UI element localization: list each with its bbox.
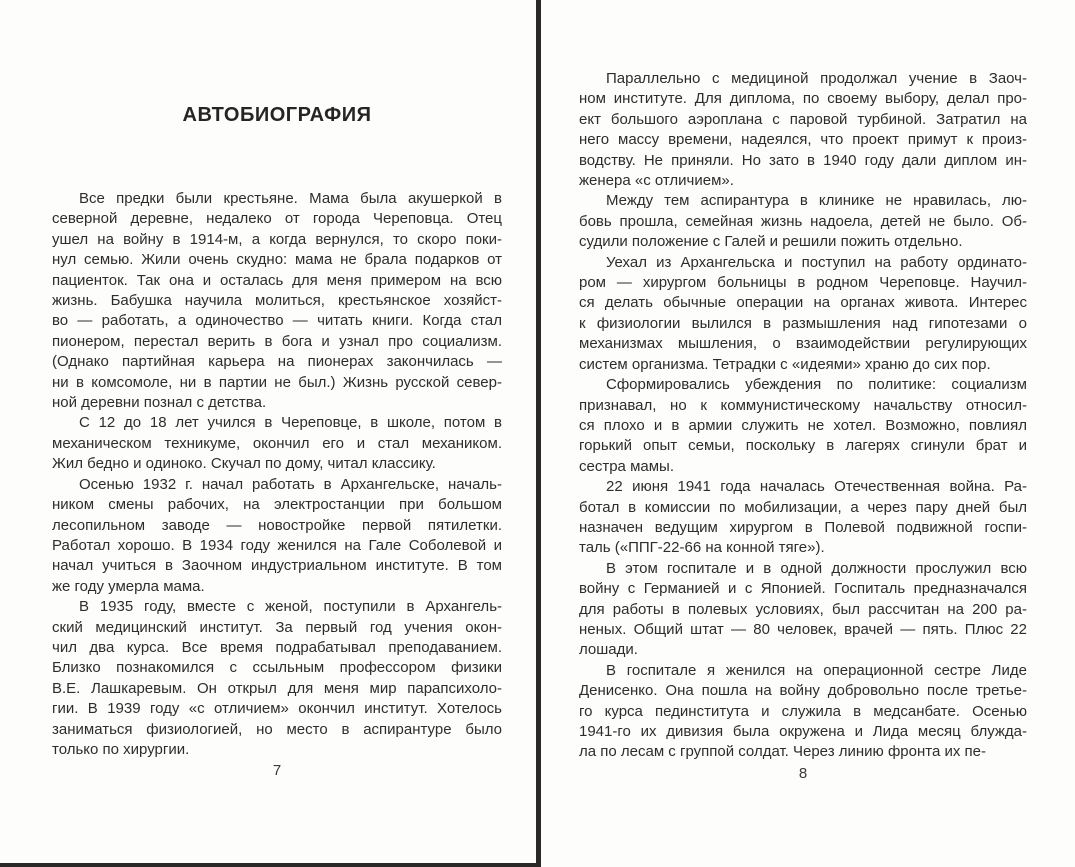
paragraph: [579, 191, 1027, 252]
text-line: (Однако партийная карьера на пионерах закончилась —: [52, 353, 502, 371]
text-line: же году умерла мама.: [52, 577, 205, 595]
text-line: Параллельно с медициной продолжал учение в Заоч-: [606, 70, 1027, 87]
text-line: гии. В 1939 году «с отличием» окончил институт. Хотелось: [52, 700, 502, 718]
text-line: пионером, перестал верить в бога и узнал про социализм.: [52, 332, 502, 350]
text-line: войну с Германией и с Японией. Госпиталь предназначался: [579, 580, 1027, 598]
paragraph: [579, 253, 1027, 375]
text-line: В.Е. Лашкаревым. Он открыл для меня мир парапсихоло-: [52, 679, 502, 697]
text-line: лесопильном заводе — новостройке первой пятилетки.: [52, 516, 502, 534]
left-page: [52, 0, 502, 867]
text-line: горький опыт семьи, поскольку в лагерях сгинули брат и: [579, 437, 1027, 455]
page-bottom-edge-line: [0, 863, 541, 867]
text-line: неных. Общий штат — 80 человек, врачей — пять. Плюс 22: [579, 620, 1027, 638]
paragraph: [579, 69, 1027, 191]
right-page-body: [579, 69, 1027, 763]
text-line: ский медицинский институт. За первый год учения окон-: [52, 618, 502, 636]
text-line: во — работать, а одиночество — читать книги. Когда стал: [52, 312, 502, 330]
text-line: Работал хорошо. В 1934 году женился на Гале Соболевой и: [52, 536, 502, 554]
chapter-title: АВТОБИОГРАФИЯ: [182, 104, 372, 126]
text-line: назначен ведущим хирургом в Полевой подвижной госпи-: [579, 518, 1027, 536]
text-line: механическом техникуме, окончил его и стал механиком.: [52, 434, 502, 452]
text-line: В 1935 году, вместе с женой, поступили в Архангель-: [79, 598, 502, 616]
text-line: ся делать обычные операции на органах живота. Интерес: [579, 294, 1027, 312]
text-line: ушел на войну в 1914-м, а когда вернулся, то скоро поки-: [52, 230, 502, 248]
text-line: ником смены рабочих, на электростанции при большом: [52, 496, 502, 514]
text-line: 1941-го их дивизия была окружена и Лида месяц блужда-: [579, 723, 1027, 740]
text-line: Близко познакомился с ссыльным профессором физики: [52, 659, 502, 677]
text-line: признавал, но к коммунистическому начальству относил-: [579, 396, 1027, 414]
text-line: го курса пединститута и служила в медсанбате. Осенью: [579, 702, 1027, 720]
text-line: пациенток. Так она и осталась для меня примером на всю: [52, 271, 502, 289]
text-line: заниматься физиологией, но место в аспирантуре было: [52, 720, 502, 738]
text-line: судили положение с Галей и решили пожить отдельно.: [579, 233, 963, 251]
text-line: Между тем аспирантура в клинике не нравилась, лю-: [606, 192, 1027, 210]
text-line: В этом госпитале и в одной должности прослужил всю: [606, 559, 1027, 577]
page-number-left: 7: [272, 762, 282, 779]
text-line: В госпитале я женился на операционной сестре Лиде: [606, 661, 1027, 679]
text-line: только по хирургии.: [52, 740, 190, 758]
text-line: ном институте. Для диплома, по своему выбору, делал про-: [579, 90, 1027, 108]
text-line: нул семью. Жили очень скудно: мама не брала подарков от: [52, 251, 502, 269]
text-line: него массу времени, надеялся, что проект примут к произ-: [579, 131, 1027, 149]
text-line: сестра мамы.: [579, 457, 674, 475]
text-line: водству. Не приняли. Но зато в 1940 году дали диплом ин-: [579, 151, 1027, 169]
spine-divider: [536, 0, 541, 867]
page-number-right: 8: [798, 765, 808, 782]
text-line: 22 июня 1941 года началась Отечественная война. Ра-: [606, 478, 1027, 496]
text-line: для работы в полевых условиях, был рассчитан на 200 ра-: [579, 600, 1027, 618]
text-line: северной деревне, недалеко от города Череповца. Отец: [52, 210, 502, 228]
paragraph: [579, 477, 1027, 559]
text-line: жизнь. Бабушка научила молиться, крестьянское хозяйст-: [52, 292, 502, 310]
left-page-body: [52, 189, 502, 760]
text-line: систем организма. Тетрадки с «идеями» храню до сих пор.: [579, 355, 991, 373]
text-line: ла по лесам с группой солдат. Через линию фронта их пе-: [579, 743, 986, 761]
text-line: к физиологии вылился в размышления над гипотезами о: [579, 314, 1027, 332]
paragraph: [579, 375, 1027, 477]
text-line: Уехал из Архангельска и поступил на работу ординато-: [606, 253, 1027, 271]
paragraph: [52, 189, 502, 413]
text-line: ботал в комиссии по мобилизации, а через пару дней был: [579, 498, 1027, 516]
text-line: механизмах мышления, о взаимодействии регулирующих: [579, 335, 1027, 353]
paragraph: [579, 559, 1027, 661]
text-line: Все предки были крестьяне. Мама была акушеркой в: [79, 190, 502, 207]
text-line: бовь прошла, семейная жизнь надоела, детей не было. Об-: [579, 212, 1027, 230]
text-line: Сформировались убеждения по политике: социализм: [606, 376, 1027, 394]
text-line: чил два курса. Все время подрабатывал преподаванием.: [52, 638, 502, 656]
text-line: таль («ППГ-22-66 на конной тяге»).: [579, 539, 825, 557]
text-line: ся плохо и в армии служить не хотел. Возможно, повлиял: [579, 416, 1027, 434]
text-line: ект большого аэроплана с паровой турбиной. Затратил на: [579, 110, 1027, 128]
text-line: ной деревни познал с детства.: [52, 394, 267, 412]
paragraph: [52, 413, 502, 474]
right-page: [579, 0, 1027, 867]
text-line: Денисенко. Она пошла на войну добровольно после третье-: [579, 682, 1027, 700]
paragraph: [52, 597, 502, 760]
text-line: лошади.: [579, 641, 638, 659]
text-line: ром — хирургом больницы в родном Череповце. Научил-: [579, 274, 1027, 292]
paragraph: [579, 661, 1027, 763]
text-line: С 12 до 18 лет учился в Череповце, в школе, потом в: [79, 414, 502, 432]
text-line: Жил бедно и одиноко. Скучал по дому, читал классику.: [52, 455, 436, 473]
text-line: женера «с отличием».: [579, 172, 734, 190]
text-line: начал учиться в Заочном индустриальном институте. В том: [52, 557, 502, 575]
text-line: Осенью 1932 г. начал работать в Архангельске, началь-: [79, 475, 502, 493]
text-line: ни в комсомоле, ни в партии не был.) Жизнь русской север-: [52, 373, 502, 391]
paragraph: [52, 475, 502, 597]
